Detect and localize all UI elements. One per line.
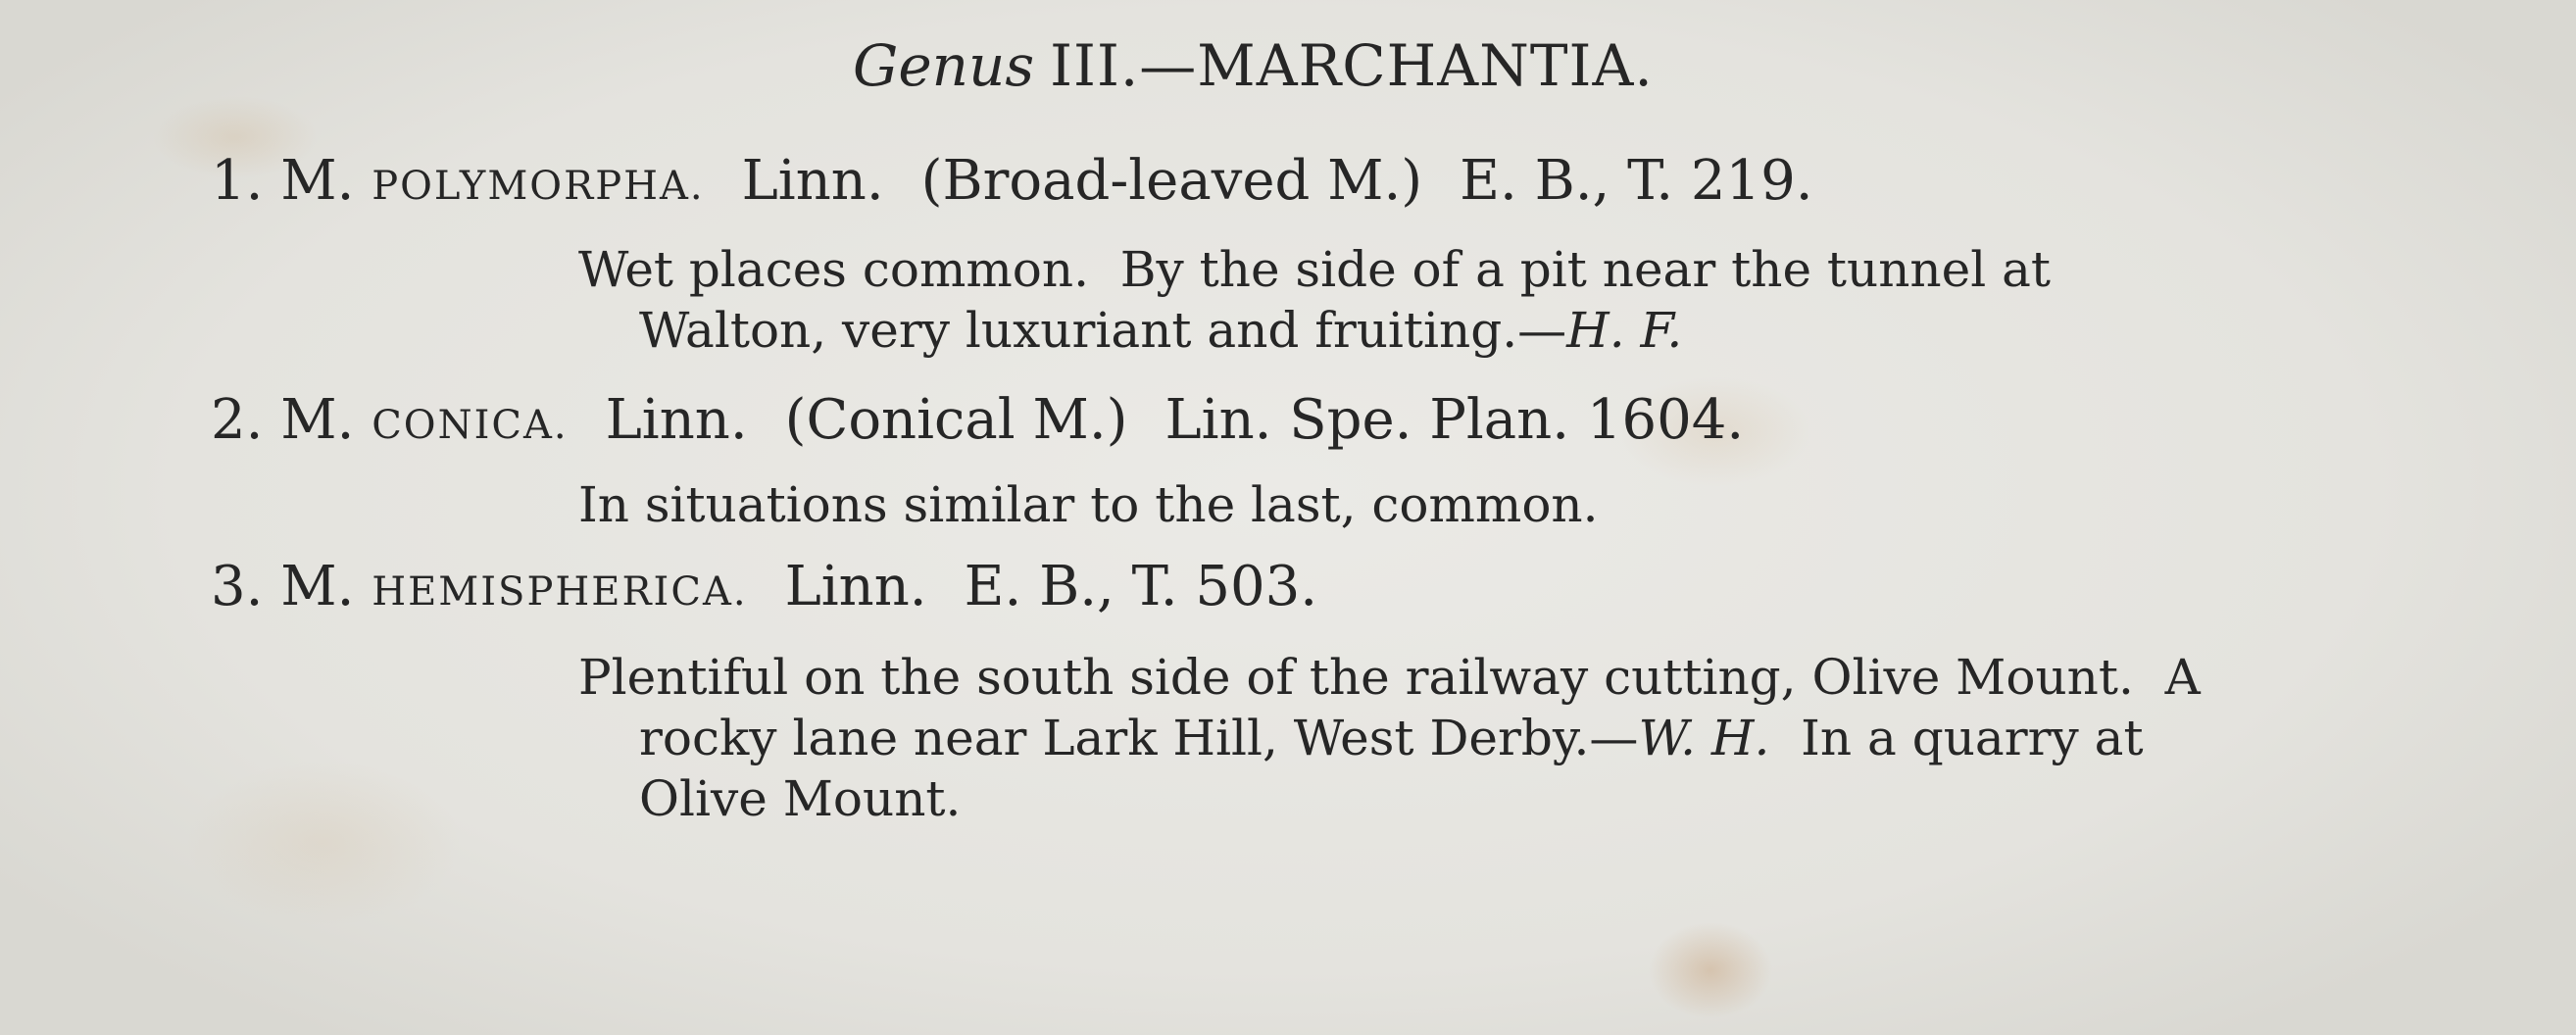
- species-note-1: [578, 239, 2051, 361]
- collector-initials: H. F.: [1566, 302, 1683, 359]
- entry-number: 3.: [211, 555, 264, 618]
- authority: Linn.: [741, 149, 884, 213]
- species-entry-1: [211, 147, 1813, 221]
- species-entry-3: [211, 553, 1317, 626]
- common-name: (Broad-leaved M.): [920, 149, 1423, 213]
- collector-initials: W. H.: [1638, 710, 1770, 766]
- species-note-3: [578, 647, 2201, 829]
- note-line: Plentiful on the south side of the railway cutting, Olive Mount. A: [578, 649, 2201, 706]
- genus-word: Genus: [853, 32, 1035, 99]
- species-entry-2: [211, 386, 1744, 460]
- note-line: In situations similar to the last, common.: [578, 476, 1599, 533]
- genus-abbr: M.: [280, 555, 355, 618]
- common-name: (Conical M.): [784, 388, 1128, 452]
- entry-number: 1.: [211, 149, 264, 213]
- genus-title: III.—MARCHANTIA.: [1050, 32, 1654, 99]
- authority: Linn.: [605, 388, 748, 452]
- note-line: Wet places common. By the side of a pit near the tunnel at: [578, 241, 2052, 298]
- genus-heading: [853, 31, 1654, 100]
- note-text: In a quarry at: [1769, 710, 2144, 766]
- note-line: Olive Mount.: [639, 770, 962, 827]
- species-name: HEMISPHERICA.: [372, 569, 748, 615]
- species-name: POLYMORPHA.: [372, 164, 705, 209]
- note-line: [578, 300, 2051, 361]
- species-name: CONICA.: [372, 403, 569, 448]
- note-text: rocky lane near Lark Hill, West Derby.—: [639, 710, 1639, 766]
- genus-abbr: M.: [280, 149, 355, 213]
- reference: E. B., T. 219.: [1460, 149, 1813, 213]
- species-note-2: [578, 474, 1599, 535]
- reference: Lin. Spe. Plan. 1604.: [1164, 388, 1745, 452]
- genus-abbr: M.: [280, 388, 355, 452]
- authority: Linn.: [784, 555, 927, 618]
- note-line: [578, 708, 2201, 768]
- entry-number: 2.: [211, 388, 264, 452]
- reference: E. B., T. 503.: [964, 555, 1318, 618]
- note-text: Walton, very luxuriant and fruiting.—: [639, 302, 1567, 359]
